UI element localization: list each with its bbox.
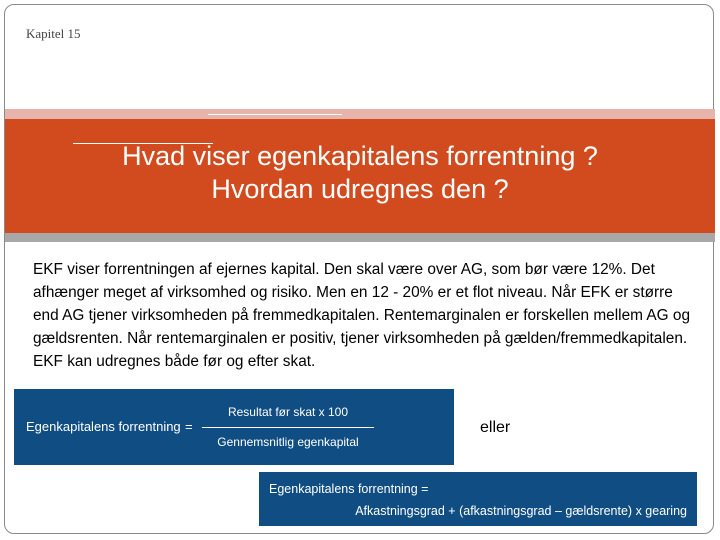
title-line-1: Hvad viser egenkapitalens forrentning ? [122, 141, 598, 171]
formula1-label: Egenkapitalens forrentning [26, 419, 181, 434]
banner-top-stripe [5, 109, 715, 119]
formula-box-1 [14, 389, 454, 465]
banner-decor-line [208, 114, 342, 115]
fraction-bar [202, 427, 374, 428]
body-paragraph: EKF viser forrentningen af ejernes kapital. Den skal være over AG, som bør være 12%. Det afhænger meget af virksomhed og risiko. Men en 12 - 20% er et flot niveau. Når EFK er større end AG tjener virksomheden på fremmedkapitalen. Rentemarginalen er forskellen mellem AG og gældsrenten. Når rentemarginalen er positiv, tjener virksomheden på gælden/fremmedkapitalen. EKF kan udregnes både før og efter skat. [33, 261, 691, 370]
formula2-line-1: Egenkapitalens forrentning = [269, 482, 429, 496]
chapter-label: Kapitel 15 [26, 26, 81, 41]
formula2-line-2: Afkastningsgrad + (afkastningsgrad – gældsrente) x gearing [355, 504, 687, 518]
title-line-2: Hvordan udregnes den ? [211, 174, 509, 204]
formula-box-2 [259, 472, 697, 526]
or-text: eller [480, 419, 511, 436]
banner-bottom-stripe [5, 233, 715, 242]
formula1-denominator: Gennemsnitlig egenkapital [217, 435, 359, 449]
formula1-equals: = [185, 419, 193, 434]
formula1-numerator: Resultat før skat x 100 [227, 405, 349, 419]
slide-title [5, 140, 715, 206]
